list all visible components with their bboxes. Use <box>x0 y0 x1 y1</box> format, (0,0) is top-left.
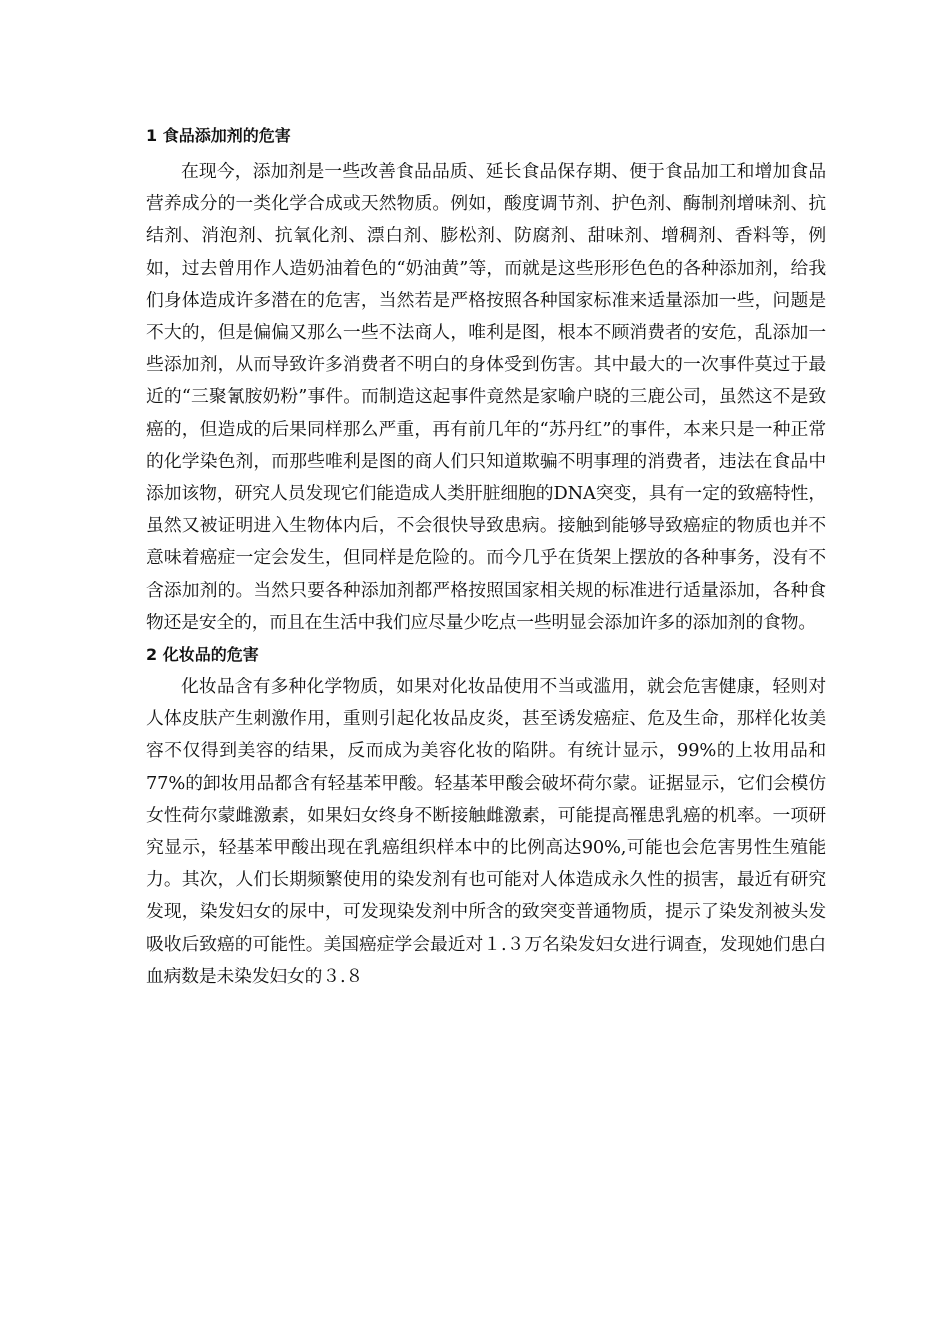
section-cosmetics <box>146 639 826 993</box>
section-food-additives <box>146 120 826 639</box>
section-heading: 1 食品添加剂的危害 <box>146 126 291 145</box>
section-paragraph: 化妆品含有多种化学物质，如果对化妆品使用不当或滥用，就会危害健康，轻则对人体皮肤产生刺激作用，重则引起化妆品皮炎，甚至诱发癌症、危及生命，那样化妆美容不仅得到美容的结果，反而成为美容化妆的陷阱。有统计显示，99%的上妆用品和77%的卸妆用品都含有轻基苯甲酸。轻基苯甲酸会破坏荷尔蒙。证据显示，它们会模仿女性荷尔蒙雌激素，如果妇女终身不断接触雌激素，可能提高罹患乳癌的机率。一项研究显示，轻基苯甲酸出现在乳癌组织样本中的比例高达90%,可能也会危害男性生殖能力。其次，人们长期频繁使用的染发剂有也可能对人体造成永久性的损害，最近有研究发现，染发妇女的尿中，可发现染发剂中所含的致突变普通物质，提示了染发剂被头发吸收后致癌的可能性。美国癌症学会最近对１.３万名染发妇女进行调查，发现她们患白血病数是未染发妇女的３.８ <box>146 676 826 987</box>
section-paragraph: 在现今，添加剂是一些改善食品品质、延长食品保存期、便于食品加工和增加食品营养成分的一类化学合成或天然物质。例如，酸度调节剂、护色剂、酶制剂增味剂、抗结剂、消泡剂、抗氧化剂、漂白剂、膨松剂、防腐剂、甜味剂、增稠剂、香料等，例如，过去曾用作人造奶油着色的“奶油黄”等，而就是这些形形色色的各种添加剂，给我们身体造成许多潜在的危害，当然若是严格按照各种国家标准来适量添加一些，问题是不大的，但是偏偏又那么一些不法商人，唯利是图，根本不顾消费者的安危，乱添加一些添加剂，从而导致许多消费者不明白的身体受到伤害。其中最大的一次事件莫过于最近的“三聚氰胺奶粉”事件。而制造这起事件竟然是家喻户晓的三鹿公司，虽然这不是致癌的，但造成的后果同样那么严重，再有前几年的“苏丹红”的事件，本来只是一种正常的化学染色剂，而那些唯利是图的商人们只知道欺骗不明事理的消费者，违法在食品中添加该物，研究人员发现它们能造成人类肝脏细胞的DNA突变，具有一定的致癌特性，虽然又被证明进入生物体内后，不会很快导致患病。接触到能够导致癌症的物质也并不意味着癌症一定会发生，但同样是危险的。而今几乎在货架上摆放的各种事务，没有不含添加剂的。当然只要各种添加剂都严格按照国家相关规的标准进行适量添加，各种食物还是安全的，而且在生活中我们应尽量少吃点一些明显会添加许多的添加剂的食物。 <box>146 161 826 633</box>
document-page <box>146 120 826 993</box>
section-heading: 2 化妆品的危害 <box>146 645 259 665</box>
